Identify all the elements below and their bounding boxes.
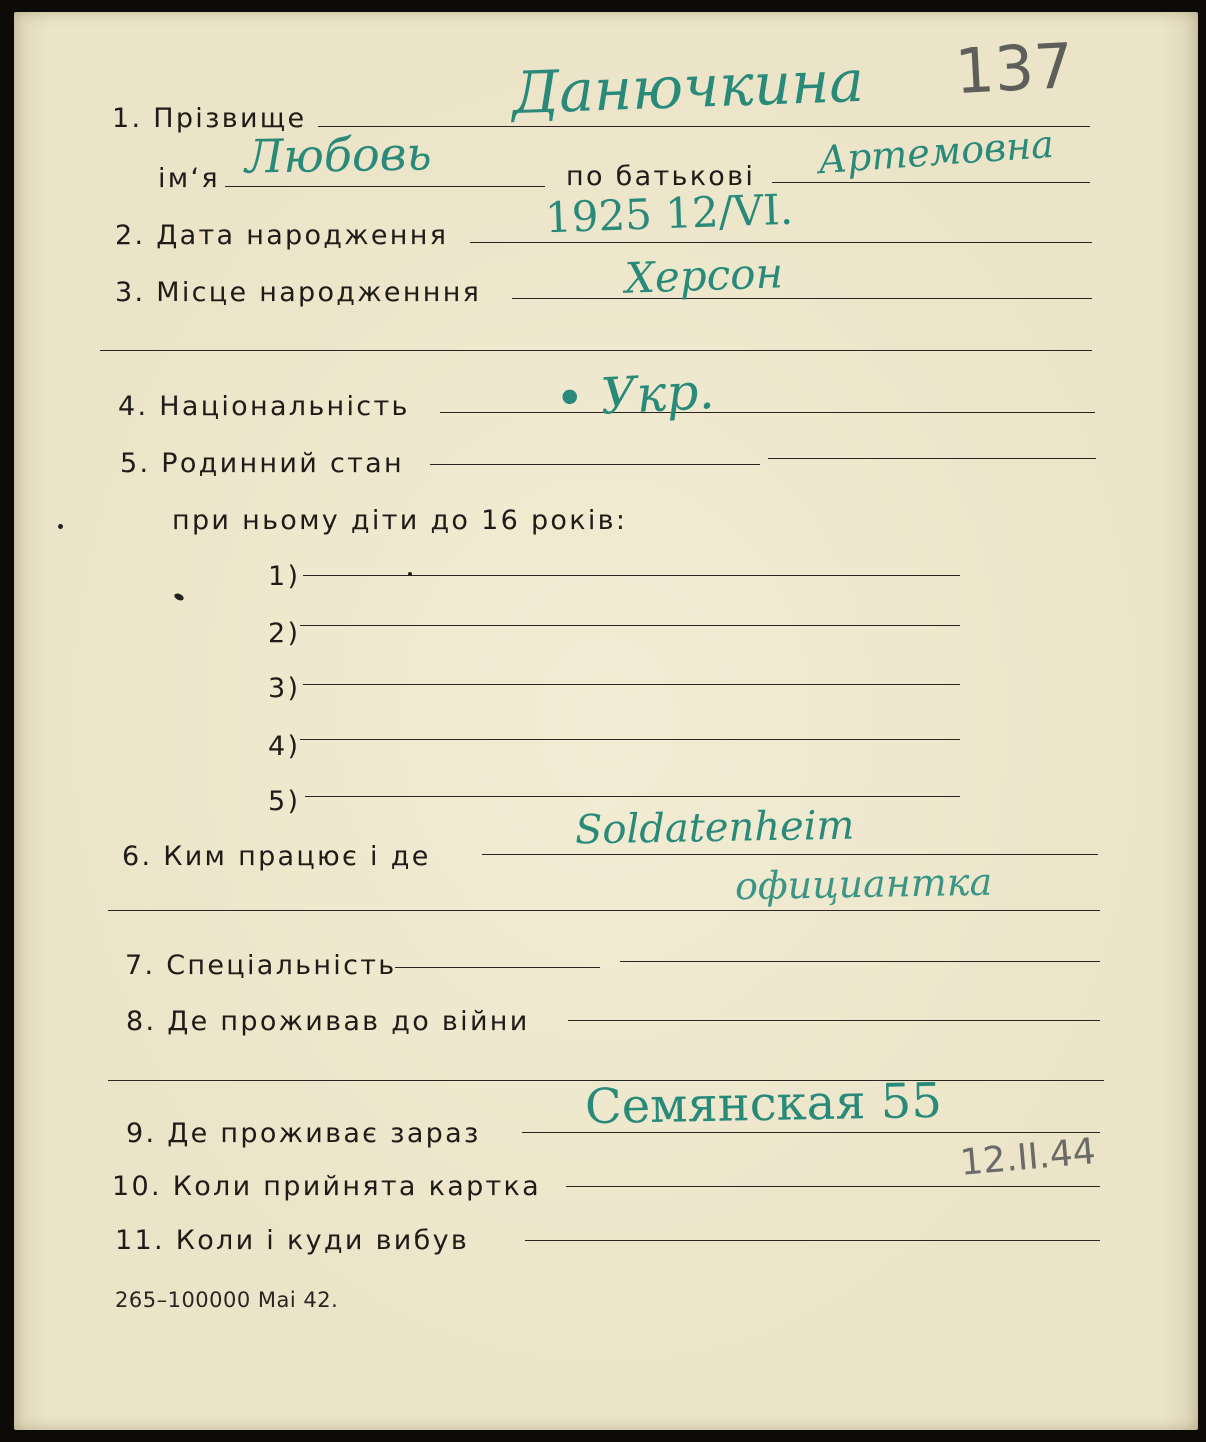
birth-place-line-2 xyxy=(100,350,1092,351)
first-name-line xyxy=(225,186,545,187)
marital-status-line xyxy=(430,464,760,465)
nationality-value[interactable]: • Укр. xyxy=(553,361,716,429)
marital-status-line-right xyxy=(768,458,1096,459)
first-name-label: ім‘я xyxy=(158,163,220,194)
birth-date-value[interactable]: 1925 12/VI. xyxy=(544,184,794,243)
position-value[interactable]: официантка xyxy=(734,859,993,909)
nationality-line xyxy=(440,412,1095,413)
prewar-residence-label: 8. Де проживав до війни xyxy=(126,1006,530,1037)
child-2-label: 2) xyxy=(268,618,301,649)
patronymic-value[interactable]: Артемовна xyxy=(816,121,1056,183)
occupation-line-2 xyxy=(108,910,1100,911)
child-1-label: 1) xyxy=(268,561,301,592)
current-residence-label: 9. Де проживає зараз xyxy=(126,1118,481,1149)
marital-status-label: 5. Родинний стан xyxy=(120,448,404,479)
patronymic-label: по батькові xyxy=(566,161,756,192)
archive-number: 137 xyxy=(953,28,1076,109)
surname-value[interactable]: Данючкина xyxy=(510,46,865,128)
child-3-line xyxy=(303,684,960,685)
child-5-label: 5) xyxy=(268,786,301,817)
print-run-footer: 265–100000 Mai 42. xyxy=(115,1288,339,1312)
first-name-value[interactable]: Любовь xyxy=(244,126,432,184)
child-2-line xyxy=(300,625,960,626)
birth-place-value[interactable]: Херсон xyxy=(624,248,784,303)
card-accepted-label: 10. Коли прийнята картка xyxy=(112,1171,542,1202)
birth-place-line xyxy=(512,298,1092,299)
ink-speck xyxy=(408,572,412,576)
birth-date-line xyxy=(470,242,1092,243)
departure-label: 11. Коли і куди вибув xyxy=(115,1225,470,1256)
birth-date-label: 2. Дата народження xyxy=(115,220,449,251)
card-accepted-value[interactable]: 12.II.44 xyxy=(958,1131,1098,1184)
surname-label: 1. Прізвище xyxy=(112,103,307,134)
departure-line xyxy=(525,1240,1100,1241)
specialty-line-right xyxy=(620,961,1100,962)
specialty-line xyxy=(395,967,600,968)
occupation-line xyxy=(482,854,1098,855)
child-4-line xyxy=(300,739,960,740)
child-4-label: 4) xyxy=(268,731,301,762)
occupation-label: 6. Ким працює і де xyxy=(122,841,431,872)
current-residence-value[interactable]: Семянская 55 xyxy=(584,1072,943,1136)
children-label: при ньому діти до 16 років: xyxy=(172,505,628,536)
birth-place-label: 3. Місце народженння xyxy=(115,277,482,308)
child-3-label: 3) xyxy=(268,673,301,704)
specialty-label: 7. Спеціальність xyxy=(125,950,397,981)
employer-value[interactable]: Soldatenheim xyxy=(574,802,855,854)
child-1-line xyxy=(303,575,960,576)
nationality-label: 4. Національність xyxy=(118,391,410,422)
ink-speck xyxy=(58,524,63,529)
child-5-line xyxy=(305,796,960,797)
prewar-residence-line xyxy=(568,1020,1100,1021)
card-accepted-line xyxy=(566,1186,1100,1187)
